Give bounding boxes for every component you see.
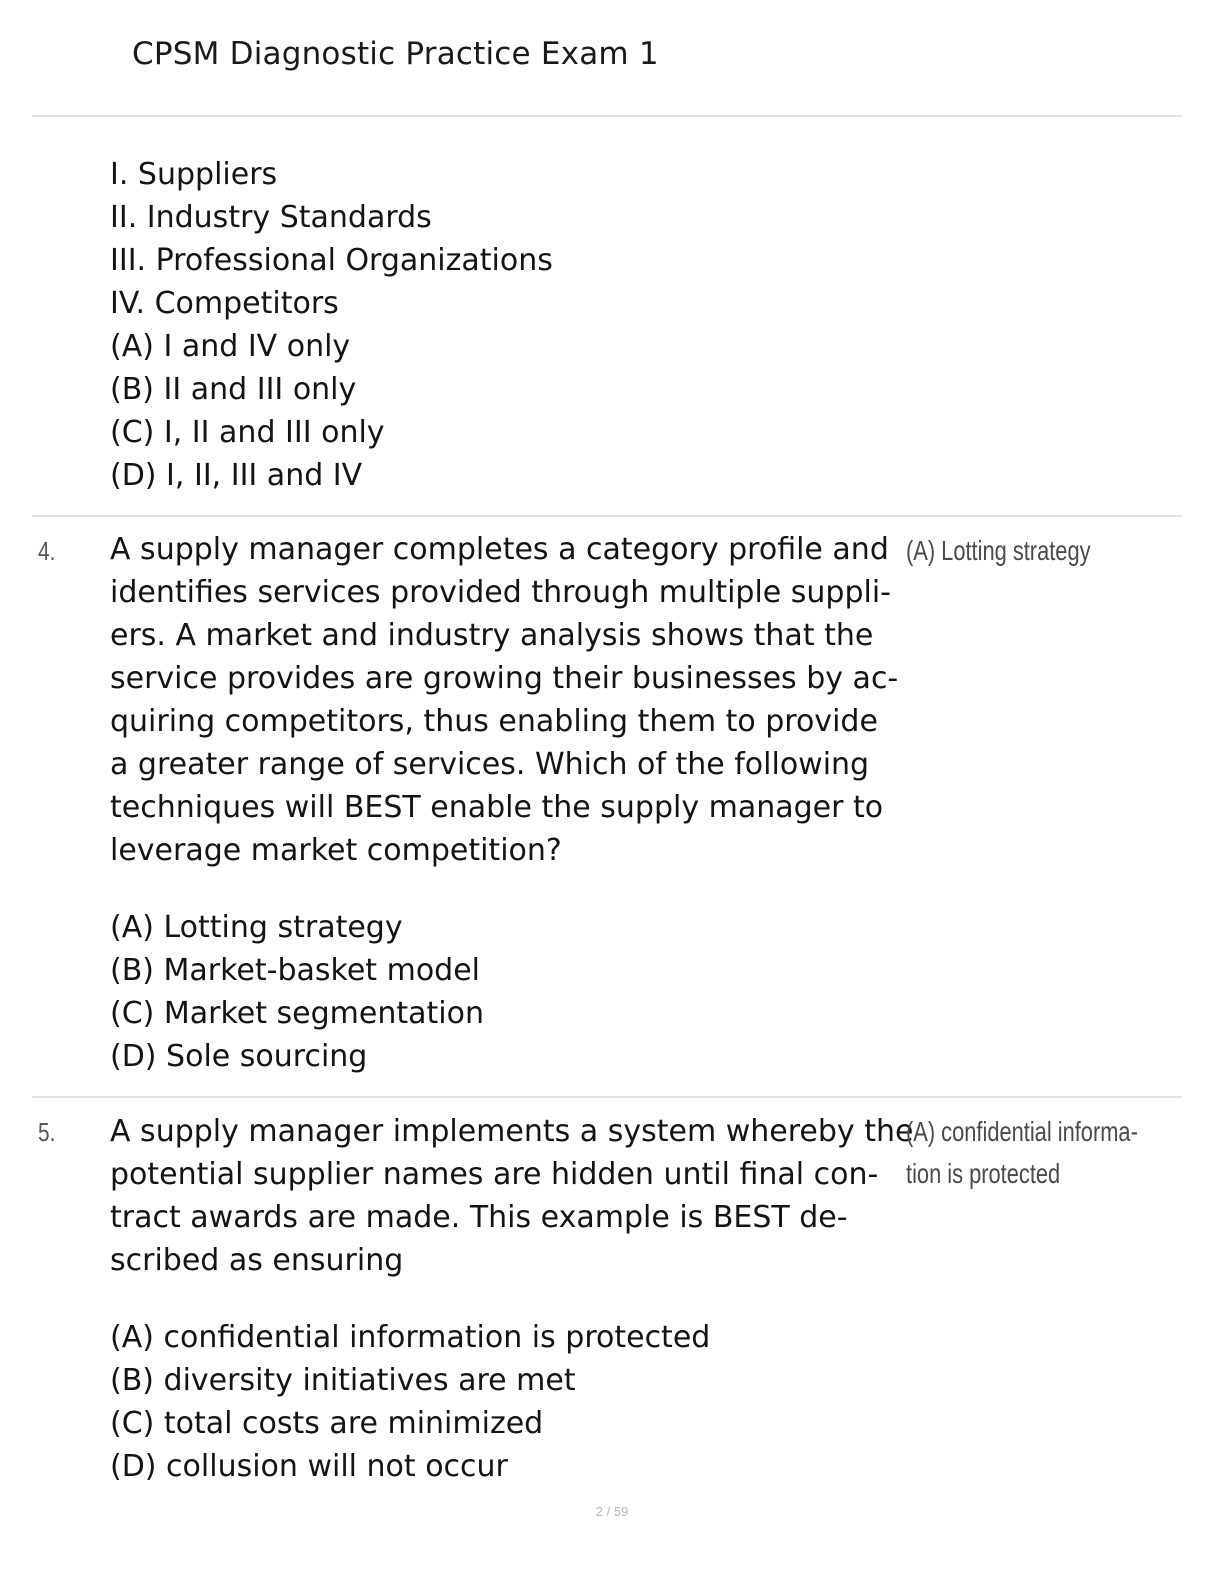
question-line: A supply manager implements a system whereby the <box>110 1114 914 1149</box>
question-5-text <box>110 1110 914 1282</box>
option-b: (B) II and III only <box>110 372 357 407</box>
question-divider <box>32 1096 1182 1098</box>
question-line: scribed as ensuring <box>110 1243 404 1278</box>
roman-item-1: I. Suppliers <box>110 157 278 192</box>
answer-line: (A) confidential informa- <box>906 1116 1138 1147</box>
question-line: service provides are growing their businesses by ac- <box>110 661 899 696</box>
question-line: ers. A market and industry analysis shows that the <box>110 618 874 653</box>
question-5-options <box>110 1316 710 1488</box>
page-number: 2 / 59 <box>595 1504 629 1519</box>
option-d: (D) I, II, III and IV <box>110 458 363 493</box>
answer-line: tion is protected <box>906 1158 1061 1189</box>
answer-line: (A) Lotting strategy <box>906 535 1091 566</box>
question-line: a greater range of services. Which of the following <box>110 747 870 782</box>
question-4-number: 4. <box>38 536 56 566</box>
question-4-text <box>110 528 900 872</box>
question-line: identifies services provided through multiple suppli- <box>110 575 892 610</box>
header-divider <box>32 115 1182 117</box>
question-line: potential supplier names are hidden until final con- <box>110 1157 879 1192</box>
question-4-answer <box>906 530 1091 572</box>
option-a: (A) Lotting strategy <box>110 910 403 945</box>
option-c: (C) total costs are minimized <box>110 1406 544 1441</box>
question-5-answer <box>906 1111 1138 1195</box>
option-d: (D) collusion will not occur <box>110 1449 508 1484</box>
question-5-number: 5. <box>38 1117 56 1147</box>
roman-item-4: IV. Competitors <box>110 286 339 321</box>
question-line: tract awards are made. This example is BEST de- <box>110 1200 848 1235</box>
question-line: A supply manager completes a category profile and <box>110 532 889 567</box>
option-a: (A) I and IV only <box>110 329 351 364</box>
question-3-continued <box>110 153 553 497</box>
option-c: (C) I, II and III only <box>110 415 385 450</box>
option-b: (B) Market-basket model <box>110 953 481 988</box>
question-line: techniques will BEST enable the supply manager to <box>110 790 884 825</box>
question-4-options <box>110 906 484 1078</box>
question-line: leverage market competition? <box>110 833 562 868</box>
page-title: CPSM Diagnostic Practice Exam 1 <box>132 36 659 72</box>
option-c: (C) Market segmentation <box>110 996 484 1031</box>
option-d: (D) Sole sourcing <box>110 1039 368 1074</box>
question-line: quiring competitors, thus enabling them to provide <box>110 704 878 739</box>
option-b: (B) diversity initiatives are met <box>110 1363 576 1398</box>
roman-item-3: III. Professional Organizations <box>110 243 553 278</box>
roman-item-2: II. Industry Standards <box>110 200 432 235</box>
question-divider <box>32 515 1182 517</box>
option-a: (A) confidential information is protected <box>110 1320 711 1355</box>
